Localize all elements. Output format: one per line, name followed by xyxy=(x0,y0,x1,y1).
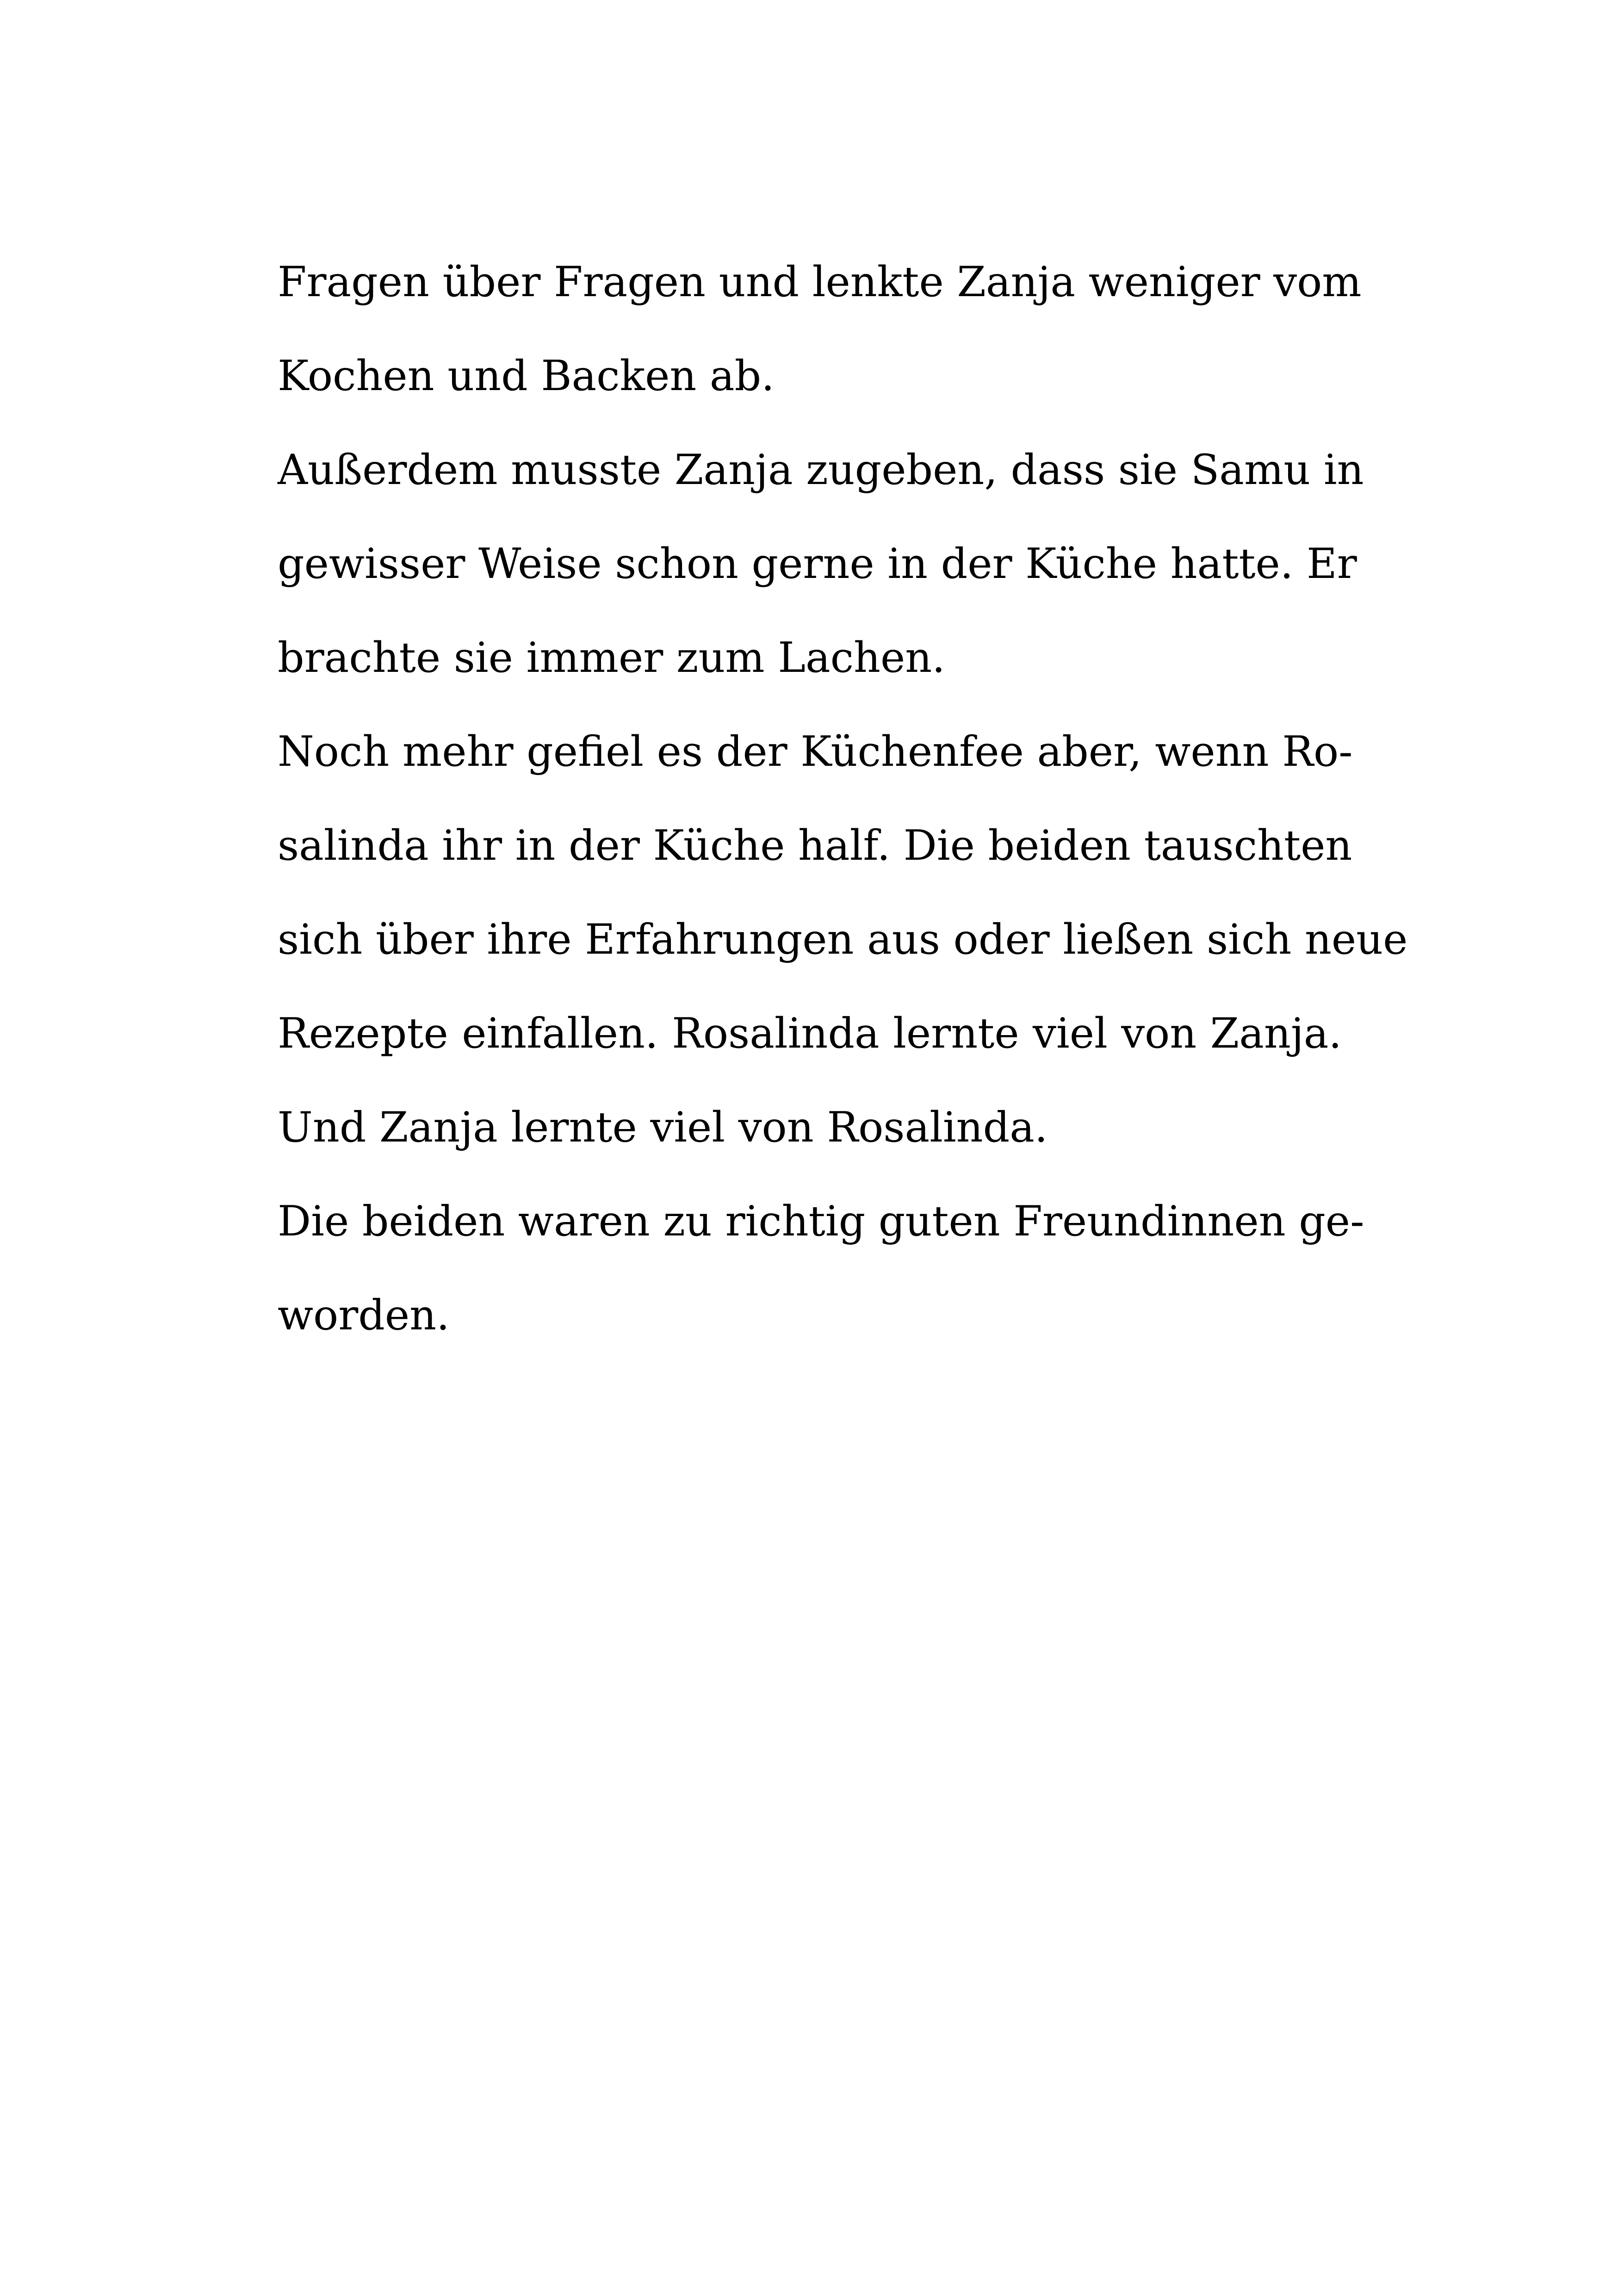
text-line: Außerdem musste Zanja zugeben, dass sie Samu in xyxy=(278,446,1364,494)
text-line: Kochen und Backen ab. xyxy=(278,352,775,400)
text-line: Und Zanja lernte viel von Rosalinda. xyxy=(278,1103,1048,1152)
text-line: gewisser Weise schon gerne in der Küche hatte. Er xyxy=(278,540,1357,588)
text-line: Fragen über Fragen und lenkte Zanja weniger vom xyxy=(278,258,1362,306)
text-line: Die beiden waren zu richtig guten Freundinnen ge- xyxy=(278,1197,1364,1246)
text-line: brachte sie immer zum Lachen. xyxy=(278,633,945,682)
text-line: Noch mehr gefiel es der Küchenfee aber, wenn Ro- xyxy=(278,727,1353,776)
text-line: salinda ihr in der Küche half. Die beiden tauschten xyxy=(278,821,1352,870)
text-line: sich über ihre Erfahrungen aus oder ließen sich neue xyxy=(278,915,1408,964)
text-line: worden. xyxy=(278,1291,450,1340)
text-line: Rezepte einfallen. Rosalinda lernte viel von Zanja. xyxy=(278,1009,1342,1058)
